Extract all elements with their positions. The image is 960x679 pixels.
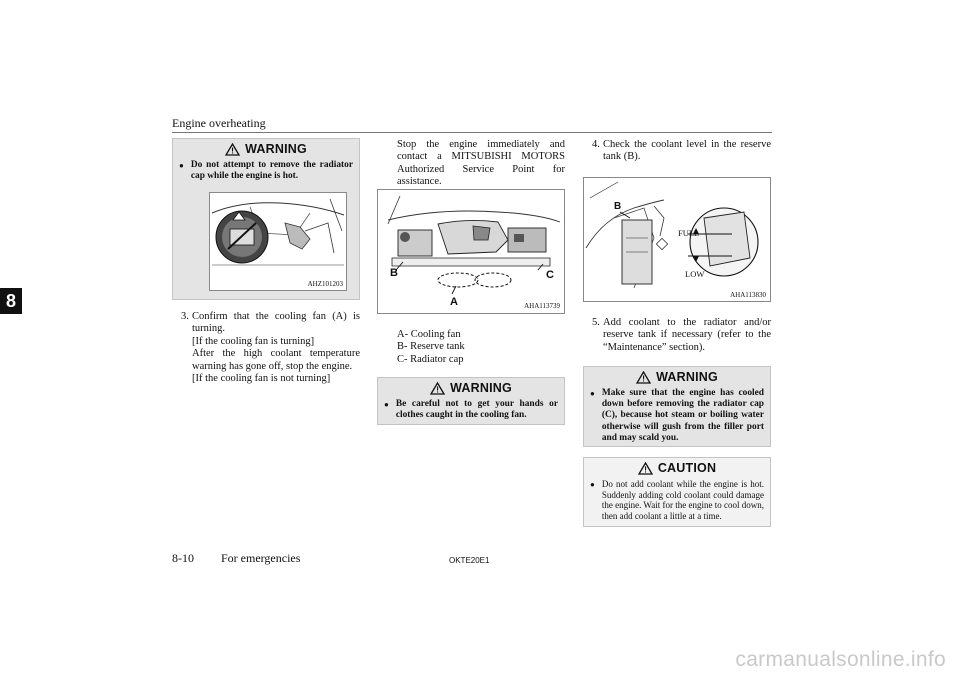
legend-item-b: B- Reserve tank xyxy=(397,341,465,353)
warning-bullet: ● Make sure that the engine has cooled down before removing the radiator cap (C), because hot steam or boiling water otherwise will gush from the filler port and may scald you. xyxy=(590,388,764,443)
section-name: For emergencies xyxy=(221,551,301,565)
warning-box-cooling-fan xyxy=(377,377,565,425)
caution-bullet: ● Do not add coolant while the engine is hot. Suddenly adding cold coolant could damage the engine. Wait for the engine to cool down, then add coolant a little at a time. xyxy=(590,479,764,521)
watermark: carmanualsonline.info xyxy=(735,648,946,671)
caution-box-add-coolant xyxy=(583,457,771,527)
caution-triangle-icon xyxy=(638,462,653,475)
callout-b-label: B xyxy=(614,201,622,212)
warning-box-hot-steam xyxy=(583,366,771,447)
chapter-tab: 8 xyxy=(0,288,22,314)
figure-code: AHZ101203 xyxy=(307,280,343,288)
bullet-icon: ● xyxy=(179,161,184,170)
header-divider xyxy=(172,132,772,133)
step-5 xyxy=(592,317,771,354)
low-level-label: LOW xyxy=(685,269,705,279)
step-number: 4. xyxy=(592,139,600,150)
warning-bullet: ● Be careful not to get your hands or clothes caught in the cooling fan. xyxy=(384,399,558,421)
step-text: Confirm that the cooling fan (A) is turning. xyxy=(192,311,360,335)
document-code: OKTE20E1 xyxy=(449,556,490,565)
bullet-icon: ● xyxy=(590,389,595,398)
warning-heading: WARNING xyxy=(384,381,558,395)
contact-paragraph: Stop the engine immediately and contact a MITSUBISHI MOTORS Authorized Service Point for assistance. xyxy=(397,139,565,188)
step-text: Check the coolant level in the reserve tank (B). xyxy=(603,139,771,163)
figure-legend xyxy=(397,329,565,366)
warning-box-radiator-cap xyxy=(172,138,360,300)
warning-triangle-icon xyxy=(430,382,445,395)
step-subheading: [If the cooling fan is turning] xyxy=(192,335,315,347)
full-level-label: FULL xyxy=(678,228,700,238)
figure-code: AHA113830 xyxy=(730,291,766,299)
warning-heading: WARNING xyxy=(590,370,764,384)
warning-bullet: ● Do not attempt to remove the radiator cap while the engine is hot. xyxy=(179,160,353,182)
bullet-icon: ● xyxy=(590,480,595,489)
figure-code: AHA113739 xyxy=(524,302,560,310)
legend-item-c: C- Radiator cap xyxy=(397,353,464,365)
caution-heading: CAUTION xyxy=(590,461,764,475)
step-4 xyxy=(592,139,771,164)
page-number: 8-10 xyxy=(172,551,194,565)
reserve-tank-illustration xyxy=(584,178,770,290)
step-instruction: After the high coolant temperature warning has gone off, stop the engine. xyxy=(192,348,360,372)
step-number: 5. xyxy=(592,317,600,328)
engine-bay-illustration xyxy=(378,190,564,300)
page-title: Engine overheating xyxy=(172,116,266,130)
step-number: 3. xyxy=(181,311,189,322)
radiator-cap-illustration xyxy=(210,193,346,279)
reserve-tank-figure xyxy=(583,177,771,302)
step-text: Add coolant to the radiator and/or reserve tank if necessary (refer to the “Maintenance” section). xyxy=(603,317,771,353)
callout-a-label: A xyxy=(450,296,458,308)
step-subheading: [If the cooling fan is not turning] xyxy=(192,373,331,385)
callout-c-label: C xyxy=(546,269,554,281)
warning-triangle-icon xyxy=(225,143,240,156)
legend-item-a: A- Cooling fan xyxy=(397,329,461,340)
warning-triangle-icon xyxy=(636,371,651,384)
radiator-cap-figure xyxy=(209,192,347,291)
bullet-icon: ● xyxy=(384,400,389,409)
callout-b-label: B xyxy=(390,267,398,279)
warning-heading: WARNING xyxy=(179,142,353,156)
engine-bay-figure xyxy=(377,189,565,314)
step-3 xyxy=(181,311,360,385)
